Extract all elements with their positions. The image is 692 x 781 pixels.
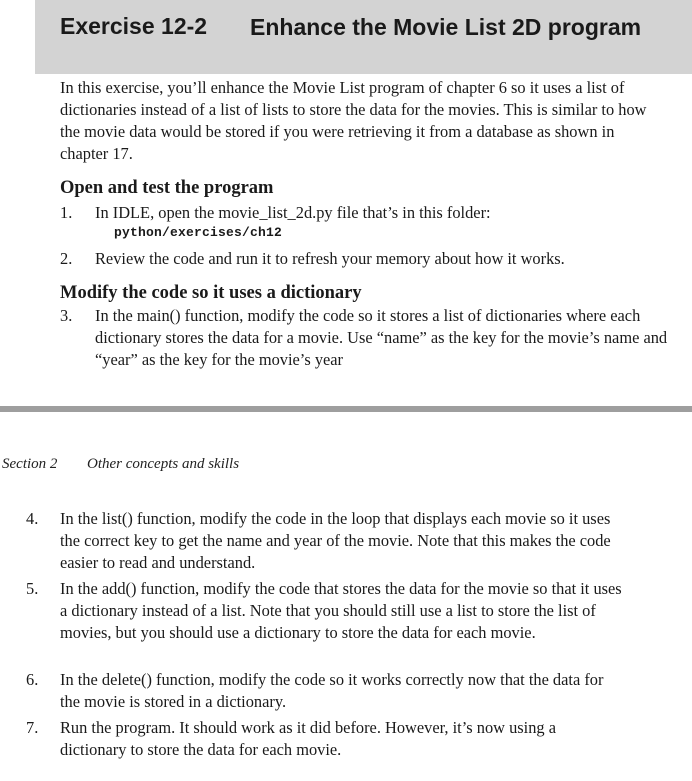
exercise-number: Exercise 12-2	[60, 13, 208, 39]
step-text: In the delete() function, modify the code so it works correctly now that the data for the movie is stored in a dictionary.	[60, 670, 604, 711]
step-number: 3.	[60, 306, 73, 325]
page-divider	[0, 406, 692, 412]
intro-paragraph: In this exercise, you’ll enhance the Movie List program of chapter 6 so it uses a list of dictionaries instead of a list of lists to store the data for the movies. This is similar to how the movie data would be stored if you were retrieving it from a database as shown in chapter 17.	[60, 78, 647, 163]
step-text: In the add() function, modify the code that stores the data for the movie so that it uses a dictionary instead of a list. Note that you should still use a list to store the list of movies, but you should use a dictionary to store the data for each movie.	[60, 579, 622, 642]
exercise-title: Enhance the Movie List 2D program	[250, 14, 642, 40]
step-number: 1.	[60, 203, 73, 222]
step-number: 5.	[26, 579, 39, 598]
running-head-section: Section 2	[2, 456, 58, 472]
step-number: 7.	[26, 718, 39, 737]
step-text: Run the program. It should work as it did before. However, it’s now using a dictionary to store the data for each movie.	[60, 718, 556, 759]
step-number: 2.	[60, 249, 73, 268]
heading-open-and-test: Open and test the program	[60, 178, 274, 198]
step-number: 4.	[26, 509, 39, 528]
step-text: In the list() function, modify the code in the loop that displays each movie so it uses the correct key to get the name and year of the movie. Note that this makes the code easier to read and understand.	[60, 509, 611, 572]
step-text: In the main() function, modify the code so it stores a list of dictionaries where each dictionary stores the data for a movie. Use “name” as the key for the movie’s name and “year” as the key for the movie’s year	[95, 306, 668, 369]
heading-modify-code: Modify the code so it uses a dictionary	[60, 283, 362, 303]
step-text: In IDLE, open the movie_list_2d.py file that’s in this folder:	[95, 203, 491, 222]
running-head-subtitle: Other concepts and skills	[87, 456, 240, 472]
folder-path: python/exercises/ch12	[114, 225, 283, 240]
step-text: Review the code and run it to refresh your memory about how it works.	[95, 249, 565, 268]
step-number: 6.	[26, 670, 39, 689]
